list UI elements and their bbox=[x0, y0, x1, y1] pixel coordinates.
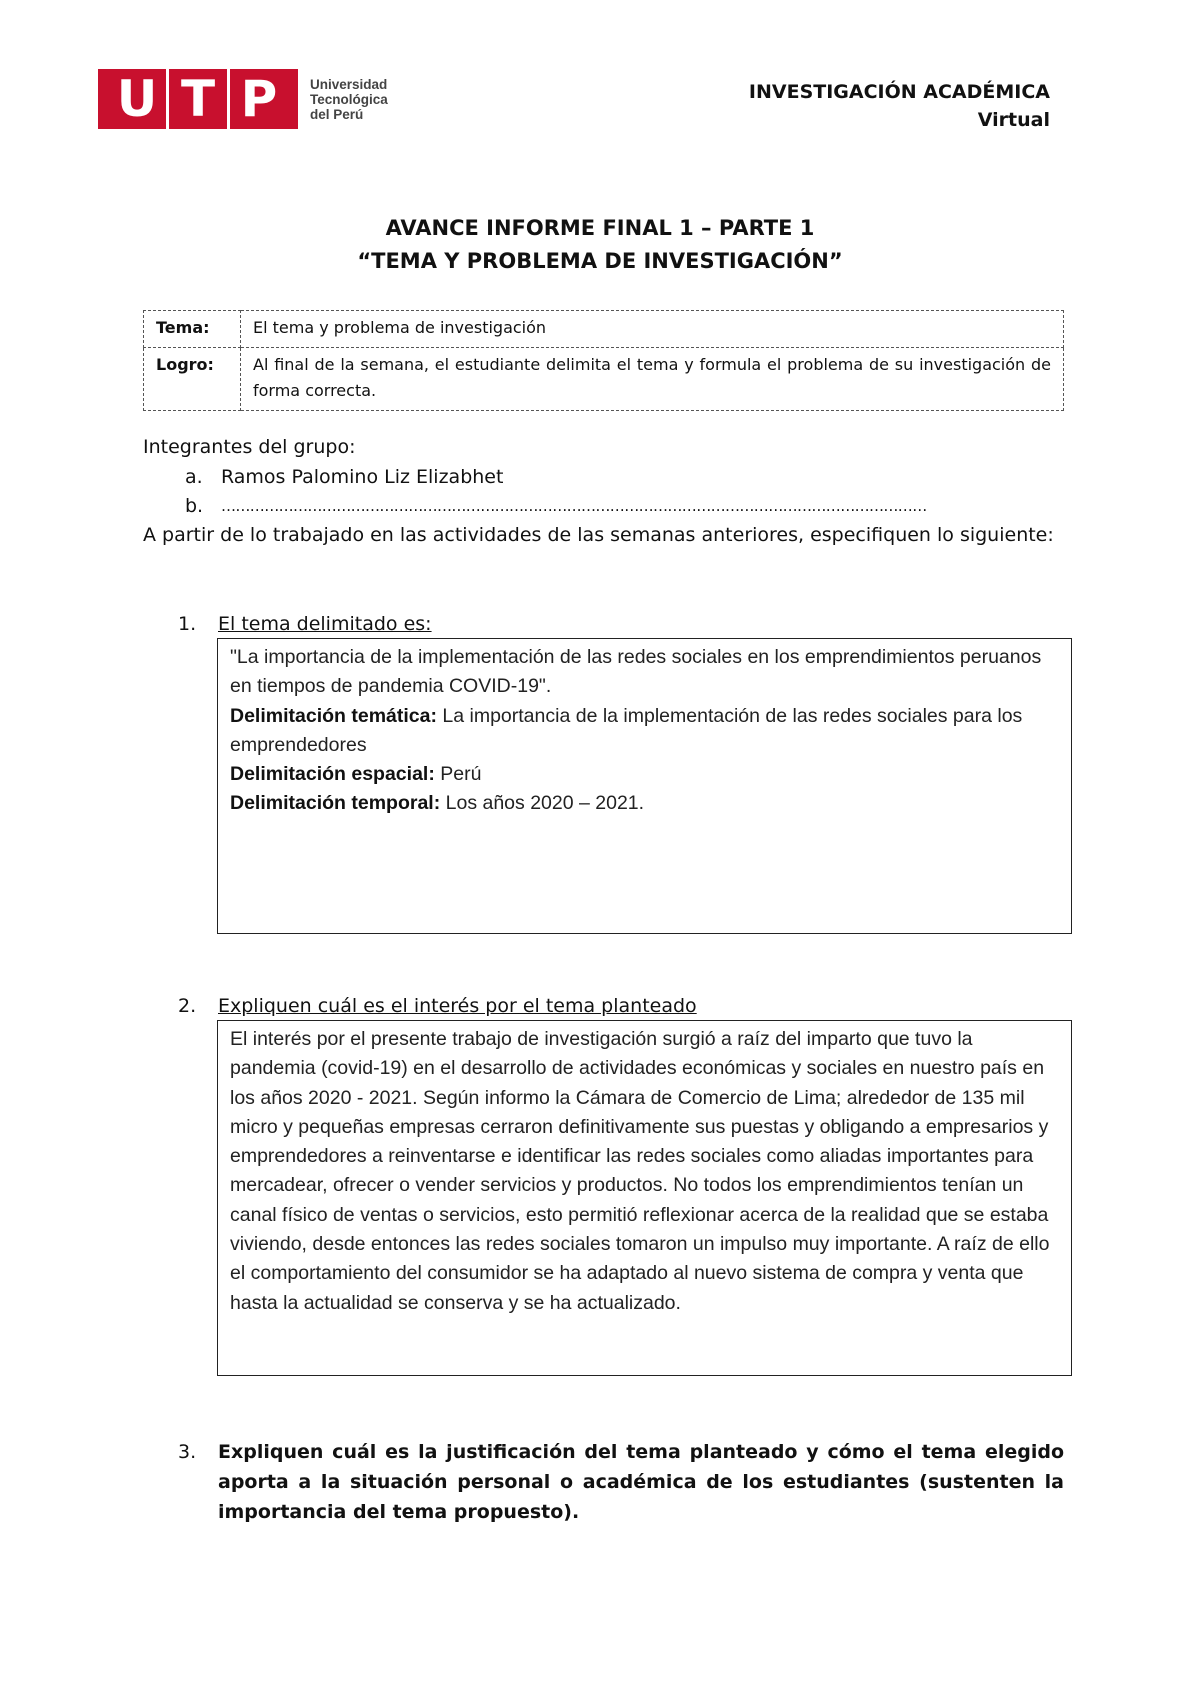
document-title bbox=[0, 212, 1200, 278]
answer-quote: "La importancia de la implementación de las redes sociales en los emprendimientos peruanos en tiempos de pandemia COVID-19". bbox=[230, 646, 1042, 698]
question-number: 2. bbox=[178, 995, 197, 1017]
member-name: Ramos Palomino Liz Elizabhet bbox=[221, 466, 504, 488]
logro-label: Logro: bbox=[144, 348, 241, 411]
delimitacion-temporal bbox=[230, 789, 1059, 818]
tematica-value: La importancia de la implementación de las redes sociales para los emprendedores bbox=[230, 704, 1023, 756]
logo-text-line-2: Tecnológica bbox=[310, 91, 388, 107]
intro-paragraph: A partir de lo trabajado en las actividades de las semanas anteriores, especifiquen lo siguiente: bbox=[143, 524, 1054, 546]
answer-text: El interés por el presente trabajo de investigación surgió a raíz del imparto que tuvo la pandemia (covid-19) en el desarrollo de actividades económicas y sociales en nuestro país en los años 2020 - 2021. Según informo la Cámara de Comercio de Lima; alrededor de 135 mil micro y pequeñas empresas cerraron definitivamente sus puestas y obligando a empresarios y emprendedores a reinventarse e identificar las redes sociales como aliadas importantes para mercadear, ofrecer o vender servicios y productos. No todos los emprendimientos tenían un canal físico de ventas o servicios, esto permitió reflexionar acerca de la realidad que se estaba viviendo, desde entonces las redes sociales tomaron un impulso muy importante. A raíz de ello el comportamiento del consumidor se ha adaptado al nuevo sistema de compra y venta que hasta la actualidad se conserva y se ha actualizado. bbox=[230, 1028, 1050, 1314]
logro-value: Al final de la semana, el estudiante delimita el tema y formula el problema de su investigación de forma correcta. bbox=[241, 348, 1064, 411]
member-marker: a. bbox=[185, 466, 203, 488]
question-text: El tema delimitado es: bbox=[218, 613, 432, 635]
logo-letter-u: U bbox=[108, 69, 169, 129]
member-name: ………………………………………………………………………………………………………………………………… bbox=[221, 497, 927, 515]
logo-letters-block bbox=[98, 69, 298, 129]
answer-box-1 bbox=[217, 638, 1072, 934]
member-marker: b. bbox=[185, 495, 204, 517]
delimitacion-espacial bbox=[230, 760, 1059, 789]
delimitacion-tematica bbox=[230, 702, 1059, 761]
espacial-label: Delimitación espacial: bbox=[230, 763, 435, 786]
tema-value: El tema y problema de investigación bbox=[241, 311, 1064, 348]
info-row-logro bbox=[144, 348, 1064, 411]
temporal-label: Delimitación temporal: bbox=[230, 792, 441, 815]
info-table bbox=[143, 310, 1064, 411]
logo-letter-t: T bbox=[169, 69, 230, 129]
logo-university-name bbox=[310, 77, 388, 122]
logo-text-line-3: del Perú bbox=[310, 106, 364, 122]
answer-box-2 bbox=[217, 1020, 1072, 1376]
title-line-1: AVANCE INFORME FINAL 1 – PARTE 1 bbox=[385, 216, 815, 240]
question-text: Expliquen cuál es el interés por el tema planteado bbox=[218, 995, 697, 1017]
group-label: Integrantes del grupo: bbox=[143, 436, 356, 458]
info-row-tema bbox=[144, 311, 1064, 348]
question-1 bbox=[178, 609, 1064, 639]
question-number: 1. bbox=[178, 613, 197, 635]
course-modality: Virtual bbox=[977, 109, 1050, 131]
question-number: 3. bbox=[178, 1441, 197, 1463]
utp-logo bbox=[98, 69, 388, 129]
tema-label: Tema: bbox=[144, 311, 241, 348]
question-text: Expliquen cuál es la justificación del tema planteado y cómo el tema elegido aporta a la situación personal o académica de los estudiantes (sustenten la importancia del tema propuesto). bbox=[218, 1441, 1064, 1523]
question-3 bbox=[178, 1437, 1064, 1527]
logo-text-line-1: Universidad bbox=[310, 76, 388, 92]
question-2 bbox=[178, 991, 1064, 1021]
espacial-value: Perú bbox=[434, 763, 482, 786]
header-course-info bbox=[749, 78, 1050, 134]
tematica-label: Delimitación temática: bbox=[230, 704, 437, 727]
title-line-2: “TEMA Y PROBLEMA DE INVESTIGACIÓN” bbox=[357, 249, 843, 273]
course-name: INVESTIGACIÓN ACADÉMICA bbox=[748, 81, 1050, 103]
logo-letter-p: P bbox=[240, 70, 278, 128]
temporal-value: Los años 2020 – 2021. bbox=[440, 792, 645, 815]
